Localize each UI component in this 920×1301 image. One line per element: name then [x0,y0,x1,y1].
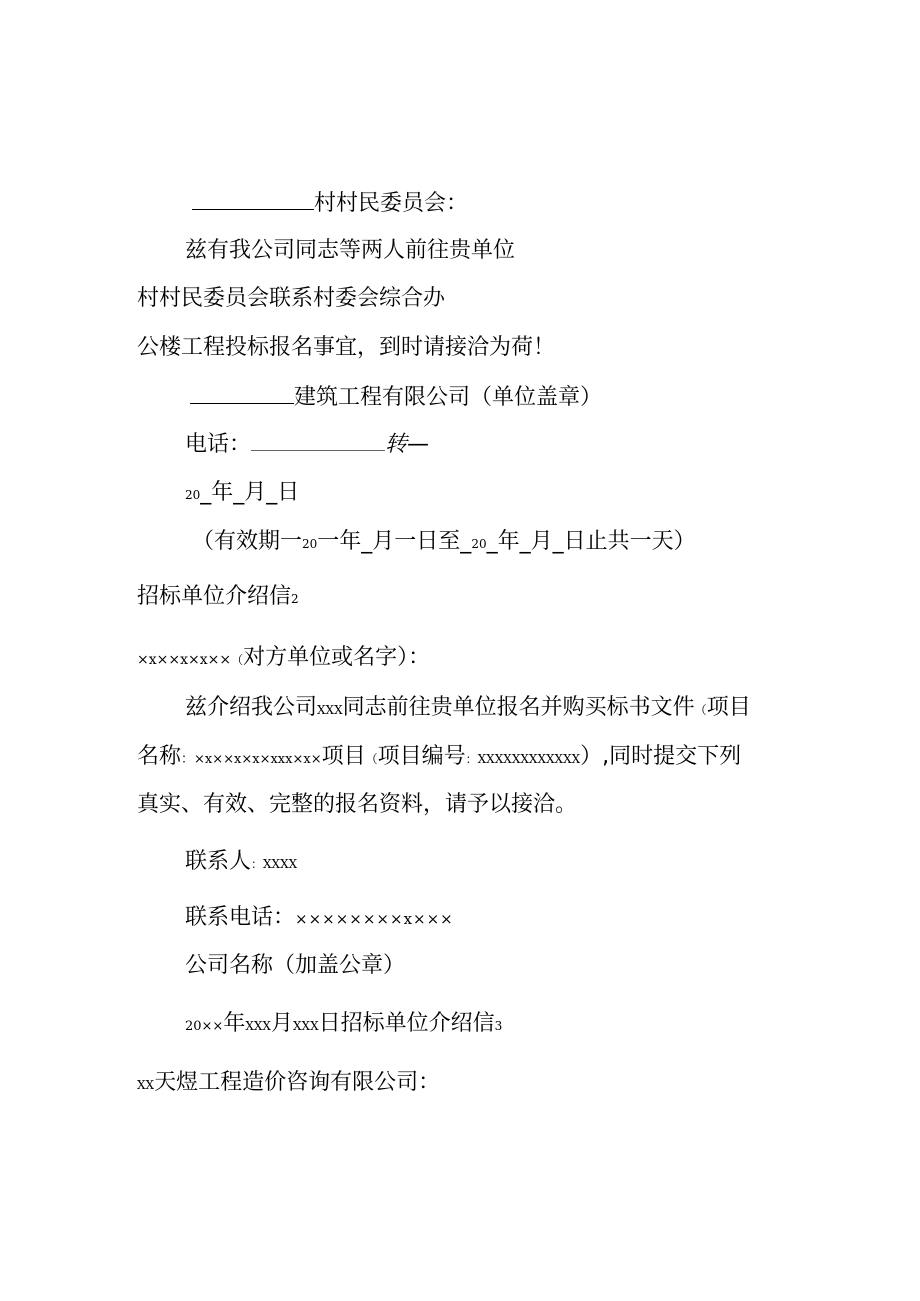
addressee-paren: （ [231,653,244,667]
letter3-addressee [137,1068,440,1100]
addressee-marks: ×x××x×x×× [137,652,232,668]
body1-b: 同志前往贵单位报名并购买标书文件 [342,695,695,720]
contact-phone-label: 联系电话： [185,905,296,930]
phone-line [185,430,429,460]
body2-a: 名称 [137,744,182,769]
body2-c: 项目编号 [377,744,466,769]
contact-value: ：XXXX [251,857,298,871]
validity-open: （有效期一 [192,529,303,554]
letter2-body-1 [185,693,751,725]
date-line [185,478,299,510]
salutation-text: 村村民委员会： [314,191,469,216]
body1-paren: （ [694,703,707,717]
letter2-title [137,582,299,614]
company-name-line: 公司名称（加盖公章） [185,953,406,978]
contact-label: 联系人 [185,849,252,874]
date-c: 月 [270,1011,293,1036]
phone-label: 电话： [185,432,252,457]
salutation-line [192,187,468,219]
body-line-3: 公楼工程投标报名事宜，到时请接洽为荷！ [137,335,556,360]
letter2-title-text: 招标单位介绍信 [137,584,292,609]
contact-phone-value: ××××××××x××× [295,910,454,928]
validity-line [192,527,696,559]
body2-code: ：XXXXXXXXXXXX [465,752,581,766]
letter3-xx: XX [137,1078,155,1092]
date-d: 日招标单位介绍信 [318,1011,495,1036]
body1-a: 兹介绍我公司 [185,695,318,720]
date-rest: _年_月_日 [200,480,300,505]
validity-year-a: 20 [302,537,318,551]
date-b: 年 [223,1011,246,1036]
letter3-title-num: 3 [494,1019,503,1033]
letter2-title-num: 2 [291,592,299,606]
addressee-text: 对方单位或名字）： [243,645,431,670]
body2-marks: ：×x××x×x×xxx×x× [181,752,322,767]
validity-mid: 一年_月一日至_ [317,529,472,554]
blank-field [192,187,314,210]
date-prefix: 20 [185,488,201,502]
body-line-1: 兹有我公司同志等两人前往贵单位 [185,238,516,263]
letter2-body-3: 真实、有效、完整的报名资料，请予以接洽。 [137,792,578,817]
validity-end: _年_月_日止共一天） [486,529,696,554]
letter2-date-line [185,1009,502,1042]
company-line [190,381,602,413]
blank-field [190,381,294,404]
letter3-addressee-text: 天煜工程造价咨询有限公司： [154,1070,441,1095]
validity-year-b: 20 [471,537,487,551]
letter2-body-2 [137,742,741,775]
body2-b: 项目 [321,744,366,769]
body-line-2: 村村民委员会联系村委会综合办 [137,286,446,311]
blank-field [251,430,385,451]
date-xxx2: XXX [293,1019,319,1033]
letter2-addressee [137,643,430,675]
body1-c: 项目 [706,695,751,720]
body2-paren: （ [365,752,378,766]
date-xxx1: XXX [245,1019,271,1033]
contact-phone-line [185,903,454,934]
contact-line [185,847,297,879]
company-text: 建筑工程有限公司（单位盖章） [294,385,603,410]
phone-ext: 转— [385,432,430,457]
body1-xxx: XXX [317,703,343,717]
body2-d: ）,同时提交下列 [580,744,742,769]
date-a: 20×× [185,1019,224,1034]
